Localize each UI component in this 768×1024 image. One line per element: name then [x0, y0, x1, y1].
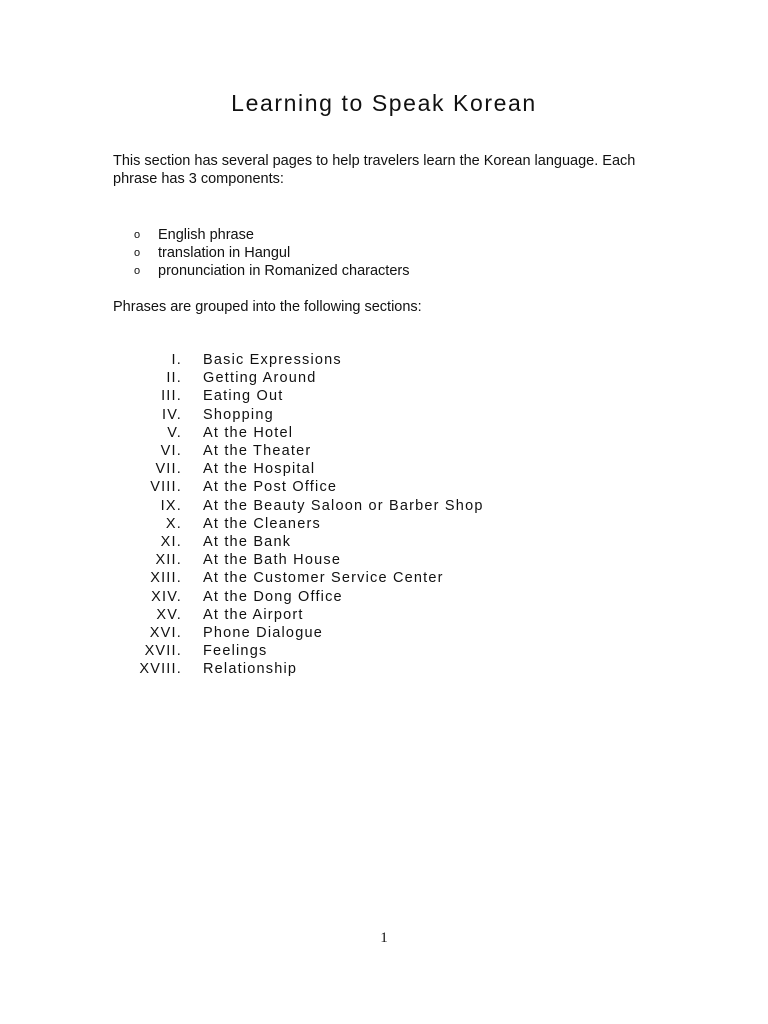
- section-label: At the Cleaners: [203, 515, 321, 532]
- section-label: Phone Dialogue: [203, 625, 323, 642]
- section-label: At the Bath House: [203, 552, 342, 569]
- section-item: [120, 533, 484, 551]
- bullet-icon: o: [134, 265, 141, 277]
- list-item: [134, 262, 409, 280]
- section-numeral: IX.: [160, 497, 182, 514]
- section-label: At the Hospital: [203, 461, 316, 478]
- list-item: [134, 226, 409, 244]
- section-numeral: VI.: [160, 443, 182, 460]
- sections-list: [120, 351, 484, 679]
- section-numeral: XV.: [156, 606, 182, 623]
- section-item: [120, 406, 484, 424]
- section-label: Eating Out: [203, 388, 284, 405]
- section-item: [120, 515, 484, 533]
- page-number: 1: [380, 930, 388, 946]
- bullet-icon: o: [134, 247, 141, 259]
- section-item: [120, 369, 484, 387]
- section-numeral: IV.: [162, 406, 182, 423]
- page-title: Learning to Speak Korean: [231, 90, 537, 116]
- section-label: Feelings: [203, 643, 268, 660]
- section-numeral: III.: [161, 388, 182, 405]
- section-label: At the Post Office: [203, 479, 338, 496]
- section-label: Getting Around: [203, 370, 317, 387]
- section-numeral: I.: [171, 352, 182, 368]
- section-item: [120, 497, 484, 515]
- component-label: English phrase: [158, 227, 254, 243]
- section-item: [120, 606, 484, 624]
- section-label: At the Airport: [203, 606, 304, 623]
- sections-intro: Phrases are grouped into the following sections:: [113, 299, 422, 315]
- section-label: At the Dong Office: [203, 588, 343, 605]
- section-item: [120, 660, 484, 678]
- section-numeral: VII.: [155, 461, 182, 478]
- section-item: [120, 351, 484, 369]
- section-numeral: XVI.: [149, 625, 182, 642]
- section-label: Basic Expressions: [203, 352, 342, 368]
- section-numeral: X.: [165, 515, 182, 532]
- section-label: At the Customer Service Center: [203, 570, 444, 587]
- section-label: At the Theater: [203, 443, 312, 460]
- phrase-components-list: [134, 226, 409, 280]
- section-item: [120, 478, 484, 496]
- section-numeral: XII.: [155, 552, 182, 569]
- section-item: [120, 551, 484, 569]
- component-label: pronunciation in Romanized characters: [158, 263, 410, 279]
- section-numeral: XIII.: [150, 570, 182, 587]
- section-label: Shopping: [203, 406, 274, 423]
- section-numeral: XIV.: [151, 588, 182, 605]
- bullet-icon: o: [134, 229, 141, 241]
- section-numeral: II.: [166, 370, 182, 387]
- section-item: [120, 424, 484, 442]
- intro-paragraph: This section has several pages to help travelers learn the Korean language. Each phrase has 3 components:: [113, 153, 636, 187]
- list-item: [134, 244, 409, 262]
- section-item: [120, 624, 484, 642]
- section-label: Relationship: [203, 661, 298, 678]
- section-numeral: VIII.: [150, 479, 182, 496]
- section-item: [120, 442, 484, 460]
- component-label: translation in Hangul: [158, 245, 291, 261]
- section-numeral: XVIII.: [139, 661, 182, 678]
- section-numeral: XI.: [160, 534, 182, 551]
- section-label: At the Hotel: [203, 424, 294, 441]
- section-numeral: XVII.: [144, 643, 182, 660]
- section-item: [120, 642, 484, 660]
- section-numeral: V.: [167, 424, 182, 441]
- section-item: [120, 387, 484, 405]
- section-item: [120, 460, 484, 478]
- section-item: [120, 588, 484, 606]
- section-item: [120, 569, 484, 587]
- section-label: At the Beauty Saloon or Barber Shop: [203, 497, 484, 514]
- section-label: At the Bank: [203, 534, 292, 551]
